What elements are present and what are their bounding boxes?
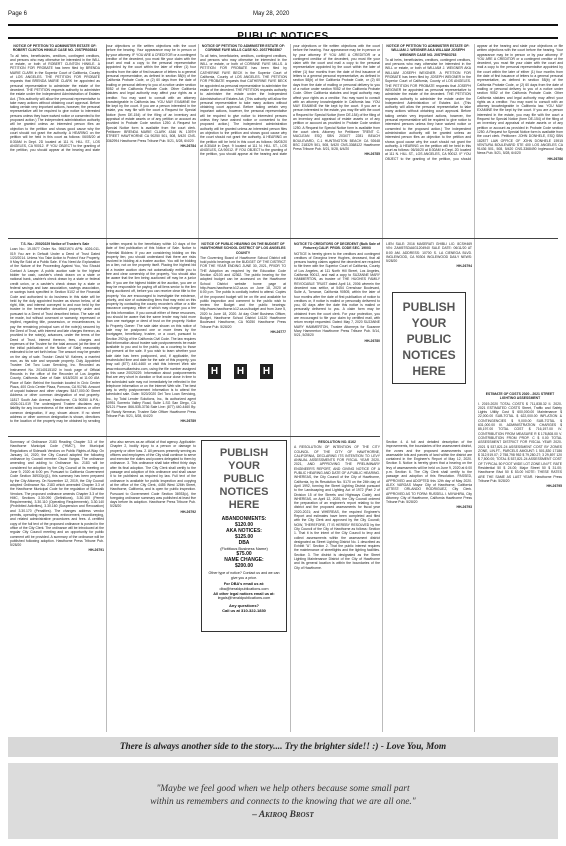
- quote-line-1: "Maybe we feel good when we help others because some small part: [156, 784, 410, 794]
- ad-line: PUBLIC: [223, 473, 265, 485]
- section-title: PUBLIC NOTICES: [237, 31, 329, 42]
- ad-line: NOTICES: [402, 348, 456, 362]
- price-aka-label: AKA NOTICES:: [226, 528, 262, 534]
- price-dba-label: DBA: [238, 540, 250, 546]
- price-dba: $75.00: [236, 551, 252, 557]
- notice-body: LIEN SALE: 2016 MASERATI GHIBLI LIC: 8CSH469 VIN: ZAM57SDA6G1204940 SALE DATE: 06/11/20 AT 8:00 AM. ADDRESS: 10700 S. LA CIENEGA BLVD. INGLEWOOD, CA 90304 INGLEWOOD DAILY NEWS: 5/28/20: [386, 242, 472, 264]
- ad-other-email[interactable]: legals@heraldpublications.com: [217, 596, 271, 601]
- quote-attribution: – Akiroq Brost: [252, 810, 314, 820]
- notice-ref: HH-26784: [180, 143, 196, 148]
- notice-body: who also serves as an official of that agency. Applicable: Chapter 2, bodily injury to a person or damage to property or other loss. 2. All persons presently serving as officers and employees of the City shall continue to serve and exercise the duties and powers delegated to them by ordinance. 3. This ordinance shall take effect thirty days after its final adoption. The City Clerk shall certify to the passage and adoption of this ordinance and shall cause it to be published as required by law. Full text of the ordinance is available for public inspection and copying at the office of the City Clerk, 4455 West 126th Street, Hawthorne, California, and is open for public inspection. Pursuant to Government Code Section 36933(c), the foregoing ordinance summary was published at least five days before its adoption. Hawthorne Press Tribune Pub. 5/28/20: [110, 440, 196, 509]
- notice-body: NOTICE is hereby given to the creditors and contingent creditors of Georgina Irene Hughes, deceased, that all persons having claims against the decedent are required to file them with the Superior Court of California, County of Los Angeles, at 111 North Hill Street, Los Angeles, California 90012, and mail a copy to SUZANNE MARY HAMMERTON, as trustee of THE HUGHES FAMILY REVOCABLE TRUST dated April 14, 2006 wherein the decedent was settlor, at 5454 Crenshaw Boulevard, Suite A, Torrance, California 90505, within the later of four months after the date of first publication of notice to creditors or, if notice is mailed or personally delivered to you, 60 days after the date this notice is mailed or personally delivered to you. A claim form may be obtained from the court clerk. For your protection, you are encouraged to file your claim by certified mail, with return receipt requested. Dated: May 7, 2020 SUZANNE MARY HAMMERTON, Trustee Attorneys for Suzanne Mary Hammerton Hawthorne Press Tribune Pub. 5/14, 5/21, 5/28/20: [294, 251, 380, 338]
- notice-title: NOTICE OF PETITION TO ADMINISTER ESTATE OF: WILLIAM J. WEIGNER AKA WILLIAM JOSEPH WEIGNER CASE NO. 20STPB03763: [386, 44, 470, 57]
- ad-line: PUBLIC: [406, 332, 452, 346]
- notice-estimate-of-costs: [478, 392, 562, 730]
- ad-line: NOTICES: [219, 486, 269, 498]
- notice-probate-mills: [200, 44, 380, 236]
- notice-body: The Governing Board of Hawthorne School District will hold public hearings on the BUDGET OF THE DISTRICT FOR THE YEAR ENDING JUNE 30, 2021, PRIOR TO THE Adoption as required by the Education Code Section 42103 and 42362. The public hearing for the adopted budget can be accessed on the Hawthorne School District website home page at http://www.hawthorne.k12.ca.us on June 18, 2020 at 6:00 p.m. The public is cordially invited to attend. Copies of the proposed budget will be on file and available for public inspection and comment to the public wish to review the Budget and the public hearings: http://www.hawthorne.k12.ca.us/budget and from June 5, 2020 to June 18, 2020. At day Chief Business Officer, Budget, Hawthorne School District 14120 Hawthorne Boulevard Hawthorne, CA 90250 Hawthorne Press Tribune Pub. 5/28/20: [200, 255, 286, 329]
- notice-body: To all heirs, beneficiaries, creditors, contingent creditors, and persons who may otherwise be interested in the WILL or estate, or both of WILLIAM J. WEIGNER AKA WILLIAM JOSEPH WEIGNER. A PETITION FOR PROBATE has been filed by JOSEPH WEIGNER in the Superior Court of California, County of LOS ANGELES. THE PETITION FOR PROBATE requests that JOSEPH WEIGNER be appointed as personal representative to administer the estate of the decedent. THE PETITION requests authority to administer the estate under the Independent Administration of Estates Act. (This authority will allow the personal representative to take many actions without obtaining court approval. Before taking certain very important actions, however, the personal representative will be required to give notice to interested persons unless they have waived notice or consented to the proposed action.) The independent administration authority will be granted unless an interested person files an objection to the petition and shows good cause why the court should not grant the authority. A HEARING on the petition will be held in this court as follows: 06/16/20 at 8:30AM in Dept. 2D located at 111 N. HILL ST., LOS ANGELES, CA 90012. IF YOU OBJECT to the granting of the petition, you should appear at the hearing and state your objections or file written objections with the court before the hearing. Your appearance may be in person or by your attorney. IF YOU ARE A CREDITOR or a contingent creditor of the decedent, you must file your claim with the court and mail a copy to the personal representative appointed by the court within the later of either (1) four months from the date of first issuance of letters to a general personal representative, as defined in section 58(b) of the California Probate Code, or (2) 60 days from the date of mailing or personal delivery to you of a notice under section 9052 of the California Probate Code. Other California statutes and legal authority may affect your rights as a creditor. You may want to consult with an attorney knowledgeable in California law. YOU MAY EXAMINE the file kept by the court. If you are a person interested in the estate, you may file with the court a Request for Special Notice (form DE-154) of the filing of an inventory and appraisal of estate assets or of any petition or account as provided in Probate Code section 1250. A Request for Special Notice form is available from the court clerk. Petitioner: JOHN DONHELE, ESQ SBN 182877 LAW OFFICE OF JOHN DONHELE 15915 VENTURA BOULEVARD STE 400 LOS ANGELES CA 91436 501, 508, 5/420 CNS-3368490 Inglewood Daily News Pub. 5/21, 5/28, 6/4/20: [385, 44, 563, 161]
- publish-here-ad-pricing: [201, 440, 287, 632]
- notice-probate-hinkle: [10, 44, 196, 236]
- notice-ref: HH-26777: [270, 329, 286, 334]
- notice-resolution-8162: [294, 440, 380, 730]
- publish-here-ad-small: [392, 292, 466, 384]
- notice-ref: HH-26792: [180, 509, 196, 514]
- notice-body: I. 2019-2020 TOTAL COSTS $ 711,838.32 II. 2020-2021 ESTIMATED COSTS Street, Traffic and Safety Lights Utility Cost $ 600,000.00 Maintenance $ 22,000.00 SUB-TOTAL $ 622,000.00 INFLATION & CONTINGENCIES $ 9,000.00 SUB-TOTAL $ 631,000.00 III. ADMINISTRATION CHARGES $ 85,197.00 TOTAL COST $ 716,197.00 IV. CONTRIBUTION FROM MEASURE R $ 178,808.00 V. CONTRIBUTION FROM PROP. C $ 0.00 TOTAL ASSESSMENT DISTRICT FOR FISCAL YEAR 2020-2021 $ 537,821.24 ASSESSMENT COST BY ZONES ZONE, LIN.FT., PARCELS AMOUNT: 1 501,830 17186 $ 312,919.07; 2 758,798 952 $ 79,280.27; 3 29,897 120 $ 7,500.00; TOTAL $ 537,821.24 ASSESSMENT COST OF TYPICAL 50 FOOT WIDE LOT ZONE LIN.FT. RATE Residential 50 $ 24.00; Major Street 50 $ 31.00; Hawthorne Blvd 50 $ 53.00 NOTE: THESE RATES ARE THE SAME AS LAST YEAR. Hawthorne Press Tribune Pub. 5/28/20: [478, 401, 562, 483]
- notice-ref: HH-26791: [88, 548, 104, 553]
- notice-body: A RESOLUTION OF INTENTION OF THE CITY COUNCIL OF THE CITY OF HAWTHORNE, CALIFORNIA, DECLARING ITS INTENTION TO LEVY ANNUAL ASSESSMENTS FOR FISCAL YEAR 2020-2021, AND APPROVING THE PRELIMINARY ENGINEER'S REPORT, AND GIVING NOTICE OF A PUBLIC HEARING AND DATE OF A PUBLIC HEARING. WHEREAS, the City Council of the City of Hawthorne, California, by its Resolution No. 5170 on the 24th day of April 1992, forming the Street Lighting District pursuant to the Landscaping and Lighting Act of 1972 (Part 2 of Division 15 of the Streets and Highways Code); and WHEREAS, on April 12, 2020, the City Council ordered the preparation of an engineer's report relating to the district and the proposed assessments for fiscal year 2020-2021; and WHEREAS, the required Engineer's Report and estimates have been completed and filed with the City Clerk and approved by the City Council; NOW, THEREFORE, IT IS HEREBY RESOLVED by the City Council of the City of Hawthorne as follows: Section 1. That it is the intent of the City Council to levy and collect assessments within the assessment district designated as Street Lighting District No. 1 described as Exhibit "A". Section 2. That the public interest requires the maintenance of streetlights and the lighting facilities. Section 3. The district is designated as the Street Lighting Maintenance District of the City of Hawthorne and its general location is within the boundaries of the City of Hawthorne.: [294, 445, 380, 570]
- ad-line: PUBLISH: [402, 300, 456, 314]
- issue-date: May 28, 2020: [253, 11, 290, 17]
- notice-ref: HH-26786: [547, 156, 563, 161]
- notice-title: T.S. No.: 20020229 Notice of Trustee's Sale: [20, 242, 90, 246]
- notice-ordinance-summary: [10, 440, 104, 730]
- herald-h-logo: H: [208, 364, 221, 379]
- price-name-change-label: NAME CHANGE:: [224, 557, 264, 563]
- notice-creditors: [294, 242, 380, 370]
- herald-h-logo: H: [234, 364, 247, 379]
- ad-email[interactable]: dba@heraldpublications.com: [219, 586, 269, 591]
- page-number: Page 6: [8, 11, 28, 17]
- notice-title: NOTICE OF PUBLIC HEARING ON THE BUDGET OF HAWTHORNE SCHOOL DISTRICT OF LOS ANGELES COUNTY: [200, 242, 286, 255]
- notice-title: NOTICE OF PETITION TO ADMINISTER ESTATE OF: CORINNE FAYE MILLS CASE NO. 20STPB03567: [201, 44, 286, 53]
- notice-body: To all heirs, beneficiaries, creditors, contingent creditors, and persons who may otherwise be interested in the WILL or estate, or both of ROBERT CLINTON HINKLE. A PETITION FOR PROBATE has been filed by BRENDA MARIE CLARK in the Superior Court of California, County of LOS ANGELES. THE PETITION FOR PROBATE requests that BRENDA MARIE CLARK be appointed as personal representative to administer the estate of the decedent. THE PETITION requests authority to administer the estate under the Independent Administration of Estates Act. (This authority will allow the personal representative to take many actions without obtaining court approval. Before taking certain very important actions, however, the personal representative will be required to give notice to interested persons unless they have waived notice or consented to the proposed action.) The independent administration authority will be granted unless an interested person files an objection to the petition and shows good cause why the court should not grant the authority. A HEARING on the petition will be held in this court as follows: 06/05/20 at 8:30AM in Dept. 2D located at 111 N. HILL ST., LOS ANGELES, CA 90012. IF YOU OBJECT to the granting of the petition, you should appear at the hearing and state your objections or file written objections with the court before the hearing. Your appearance may be in person or by your attorney. IF YOU ARE A CREDITOR or a contingent creditor of the decedent, you must file your claim with the court and mail a copy to the personal representative appointed by the court within the later of either (1) four months from the date of first issuance of letters to a general personal representative, as defined in section 58(b) of the California Probate Code, or (2) 60 days from the date of mailing or personal delivery to you of a notice under section 9052 of the California Probate Code. Other California statutes and legal authority may affect your rights as a creditor. You may want to consult with an attorney knowledgeable in California law. YOU MAY EXAMINE the file kept by the court. If you are a person interested in the estate, you may file with the court a Request for Special Notice (form DE-154) of the filing of an inventory and appraisal of estate assets or of any petition or account as provided in Probate Code section 1250. A Request for Special Notice form is available from the court clerk. Petitioner: BRENDA MARIE CLARK 4346 W. 139TH STREET HAWTHORNE CA 90250 501, 508, 5/420 CNS-3362994 Hawthorne Press Tribune Pub. 5/21, 5/28, 6/4/20: [10, 44, 196, 153]
- row-divider: [8, 238, 558, 239]
- notice-ref: HH-26793: [456, 505, 472, 510]
- price-aka: $125.00: [234, 534, 254, 540]
- notice-ordinance-cont: [110, 440, 196, 730]
- price-abandonments-label: ABANDONMENTS:: [221, 516, 267, 522]
- notice-title: ESTIMATE OF COSTS 2020 - 2021 STREET LIGHTING ASSESSMENT: [485, 392, 555, 401]
- price-name-change: $200.00: [234, 563, 254, 569]
- ad-email-label: For DBA's email us at:: [223, 582, 265, 586]
- column-divider: [198, 44, 199, 299]
- notice-ref: HH-26795: [546, 484, 562, 489]
- row-divider: [8, 436, 380, 437]
- notice-body: Summary of Ordinance 2183 Reading Chapter 3.3 of the Hawthorne Municipal Code ("HMC"), the Municipal Regulations of Sidewalk Vendors on Public Rights-of-Way. On January 14, 2020, the City Council adopted the following ordinance by Council member Oscar Vargas. The ordinance amending and adding to Ordinance No. 2183 will be considered for adoption by the City Council at its meeting on June 9, 2020 at 6:00 pm. Pursuant to California Government Code Section 36933(c)(1), this summary has been prepared by the City Attorney. On November 12, 2019, the City Council adopted Ordinance No. 2183 which amended Chapter 3.3 of the Hawthorne Municipal Code for the regulation of Sidewalk Vendors. The proposed ordinance amends Chapter 3.3 of the HMC, Sections 3.30.090 (Definitions), 3.30.100 (Permit Requirements), 3.30.110 (Operating Requirements), 3.30.140 (Prohibited Activities), 3.30.160 (Suspension and Revocation) and 3.30.170 (Penalties). The changes address vendor permits, operating requirements, enforcement, recordkeeping, and related administrative procedures and fees. A certified copy of the full text of the proposed ordinance is posted in the office of the City Clerk. The ordinance will be introduced at the regular City Council meeting and an opportunity for public comment will be provided. A summary of the ordinance will be published following adoption. Hawthorne Press Tribune Pub. 5/28/20: [10, 440, 104, 548]
- price-dba-sub: (Fictitious Business Name): [220, 546, 268, 551]
- page-header: [8, 8, 558, 20]
- section-title-band: [8, 24, 558, 42]
- notice-body: Loan No.: 19-0577 Order No. 95521974 APN: 4026-011-019 You are in Default Under a Deed of Trust Dated 1/20/2014. Unless You Take Action to Protect Your Property, It May Be Sold at a Public Sale. If You Need An Explanation of the Nature of the Proceeding Against You, You Should Contact A Lawyer. A public auction sale to the highest bidder for cash, cashier's check drawn on a state or national bank, cashier's check drawn by a state or federal credit union, or a cashier's check drawn by a state or federal savings and loan association, savings association, or savings bank specified in Section 5102 of the Financial Code and authorized to do business in this state will be held by the duly appointed trustee as shown below, of all right, title, and interest conveyed to and now held by the trustee in the hereinafter described property under and pursuant to a Deed of Trust described below. The sale will be made, but without covenant or warranty, expressed or implied, regarding title, possession, or encumbrances, to pay the remaining principal sum of the note(s) secured by the Deed of Trust, with interest and late charges thereon, as provided in the note(s), advances, under the terms of the Deed of Trust, interest thereon, fees, charges and expenses of the Trustee for the total amount (at the time of the initial publication of the Notice of Sale) reasonably estimated to be set forth below. The amount may be greater on the day of sale. Trustor: David W. Kalmes, a married man, as his sole and separate property. Duly Appointed Trustee: Del Toro Loan Servicing, Inc. Recorded as Instrument No. 20140115102 in book page of Official Records in the office of the Recorder of Los Angeles County, California. Date of Sale: 6/18/2020 at 11:00 AM. Place of Sale: Behind the fountain located in Civic Center Plaza, 400 Civic Center Plaza, Pomona, CA 91766. Amount of unpaid balance and other charges: $447,000.00 Street Address or other common designation of real property: 11817 South Ash Avenue, Hawthorne, CA 90250 A.P.N.: 4026-011-019 The undersigned Trustee disclaims any liability for any incorrectness of the street address or other common designation, if any, shown above. If no street address or other common designation is shown, directions to the location of the property may be obtained by sending a written request to the beneficiary within 10 days of the date of first publication of this Notice of Sale. Notice to Potential Bidders: If you are considering bidding on this property lien, you should understand that there are risks involved in bidding at a trustee auction. You will be bidding on a lien, not on the property itself. Placing the highest bid at a trustee auction does not automatically entitle you to free and clear ownership of the property. You should also be aware that the lien being auctioned off may be a junior lien. If you are the highest bidder at the auction, you are or may be responsible for paying off all liens senior to the lien being auctioned off, before you can receive clear title to the property. You are encouraged to investigate the existence, priority, and size of outstanding liens that may exist on this property by contacting the county recorder's office or a title insurance company, either of which may charge you a fee for this information. If you consult either of these resources, you should be aware that the same lender may hold more than one mortgage or deed of trust on the property. Notice to Property Owner: The sale date shown on this notice of sale may be postponed one or more times by the mortgagee, beneficiary, trustee, or a court, pursuant to Section 2924g of the California Civil Code. The law requires that information about trustee sale postponements be made available to you and to the public, as a courtesy to those not present at the sale. If you wish to learn whether your sale date has been postponed, and, if applicable, the rescheduled time and date for the sale of this property, you may call (877) 440-4460 or visit this Internet Web site www.mkconsultantsinc.com, using the file number assigned to this case 20020229. Information about postponements that are very short in duration or that occur close in time to the scheduled sale may not immediately be reflected in the telephone information or on the Internet Web site. The best way to verify postponement information is to attend the scheduled sale. Date: 5/20/2020 Del Toro Loan Servicing, Inc., by Total Lender Solutions, Inc., its authorized agent 10951 Sorrento Valley Road, Suite 1-SG San Diego, CA 92121 Phone: 866-535-3736 Sale Line: (877) 440-4460 By: Ari Randy Nemeun, Trustee Sale Officer Hawthorne Press Tribune Pub. 5/21, 5/28, 6/4/20: [10, 242, 196, 424]
- notice-title: RESOLUTION NO. 8162: [318, 440, 356, 444]
- ad-other-text: Other type of notice? Contact us and we can give you a price.: [208, 571, 280, 580]
- notice-lien-sale: [386, 242, 472, 274]
- ad-questions: Any questions?: [228, 603, 259, 609]
- notice-body: Section 4. A full and detailed description of the improvements, the boundaries of the assessment district, the zones and the proposed assessments upon assessable lots and parcels of land within the district are contained in the Engineer's Report of May 12, 2020. Section 5. Notice is hereby given that a hearing on the levy of assessments will be held on June 9, 2020 at 6:00 p.m. Section 6. The City Clerk shall certify to the passage and adoption of this Resolution. PASSED, APPROVED and ADOPTED this 12th day of May 2020. ALEX VARGAS Mayor City of Hawthorne, California ATTEST: ORLANDO RODRIGUEZ, City Clerk. APPROVED AS TO FORM: RUSSELL I. MIYAHIRA, City Attorney. City of Hawthorne, California Hawthorne Press Tribune Pub. 5/28/20: [386, 440, 472, 505]
- herald-h-logo: H: [260, 364, 273, 379]
- quote-line-2: within us remembers and connects to the knowing that we are all one.": [150, 797, 416, 807]
- column-divider: [382, 44, 383, 732]
- notice-probate-weigner: [385, 44, 563, 236]
- notice-trustee-sale: [10, 242, 196, 432]
- message-banner: There is always another side to the story.... Try the brighter side!! :) - Love You, Mom: [8, 737, 558, 757]
- ad-line: HERE: [412, 364, 446, 378]
- notice-body: To all heirs, beneficiaries, creditors, contingent creditors, and persons who may otherwise be interested in the WILL or estate, or both of CORINNE FAYE MILLS. A PETITION FOR PROBATE has been filed by CATHERINE FAYE BECK in the Superior Court of California, County of LOS ANGELES. THE PETITION FOR PROBATE requests that CATHERINE FAYE BECK be appointed as personal representative to administer the estate of the decedent. THE PETITION requests authority to administer the estate under the Independent Administration of Estates Act. (This authority will allow the personal representative to take many actions without obtaining court approval. Before taking certain very important actions, however, the personal representative will be required to give notice to interested persons unless they have waived notice or consented to the proposed action.) The independent administration authority will be granted unless an interested person files an objection to the petition and shows good cause why the court should not grant the authority. A HEARING on the petition will be held in this court as follows: 06/03/20 at 8:30AM in Dept. 9 located at 111 N. HILL ST., LOS ANGELES, CA 90012. IF YOU OBJECT to the granting of the petition, you should appear at the hearing and state your objections or file written objections with the court before the hearing. Your appearance may be in person or by your attorney. IF YOU ARE A CREDITOR or a contingent creditor of the decedent, you must file your claim with the court and mail a copy to the personal representative appointed by the court within the later of either (1) four months from the date of first issuance of letters to a general personal representative, as defined in section 58(b) of the California Probate Code, or (2) 60 days from the date of mailing or personal delivery to you of a notice under section 9052 of the California Probate Code. Other California statutes and legal authority may affect your rights as a creditor. You may want to consult with an attorney knowledgeable in California law. YOU MAY EXAMINE the file kept by the court. If you are a person interested in the estate, you may file with the court a Request for Special Notice (form DE-154) of the filing of an inventory and appraisal of estate assets or of any petition or account as provided in Probate Code section 1250. A Request for Special Notice form is available from the court clerk. Attorney for Petitioner TRENT C. MACLEAN ESQ SBN 203477 2281 BEACH BOULEVARD, C-1 HUNTINGTON BEACH CA 92648 BSC 218329 501, 508, 5/420 CNS-3368122 Hawthorne Press Tribune Pub. 5/21, 5/28, 6/4/20: [200, 44, 380, 157]
- price-abandonments: $120.00: [234, 522, 254, 528]
- notice-title: NOTICE TO CREDITORS OF DECEDENT (Bulk Sale of Fixtures) CALIF. PROB. CODE SEC. 19003: [294, 242, 380, 251]
- notice-budget-hearing: [200, 242, 286, 358]
- notice-ref: HH-26794: [456, 264, 472, 269]
- ad-line: YOUR: [411, 316, 447, 330]
- notice-ref: HH-26780: [364, 338, 380, 343]
- notice-ref: HH-26789: [180, 419, 196, 424]
- notice-ref: HH-26785: [364, 152, 380, 157]
- ad-other-email-label: All other legal notices email us at:: [213, 591, 275, 596]
- ad-line: PUBLISH: [219, 447, 269, 459]
- ad-line: YOUR: [228, 460, 260, 472]
- notice-resolution-cont: [386, 440, 472, 730]
- ad-phone: Call us at 310-322-1830: [222, 608, 266, 614]
- notice-title: NOTICE OF PETITION TO ADMINISTER ESTATE OF: ROBERT CLINTON HINKLE CASE NO. 20STPB03543: [12, 44, 98, 53]
- quote-banner: [8, 763, 558, 839]
- ad-line: HERE: [228, 499, 260, 511]
